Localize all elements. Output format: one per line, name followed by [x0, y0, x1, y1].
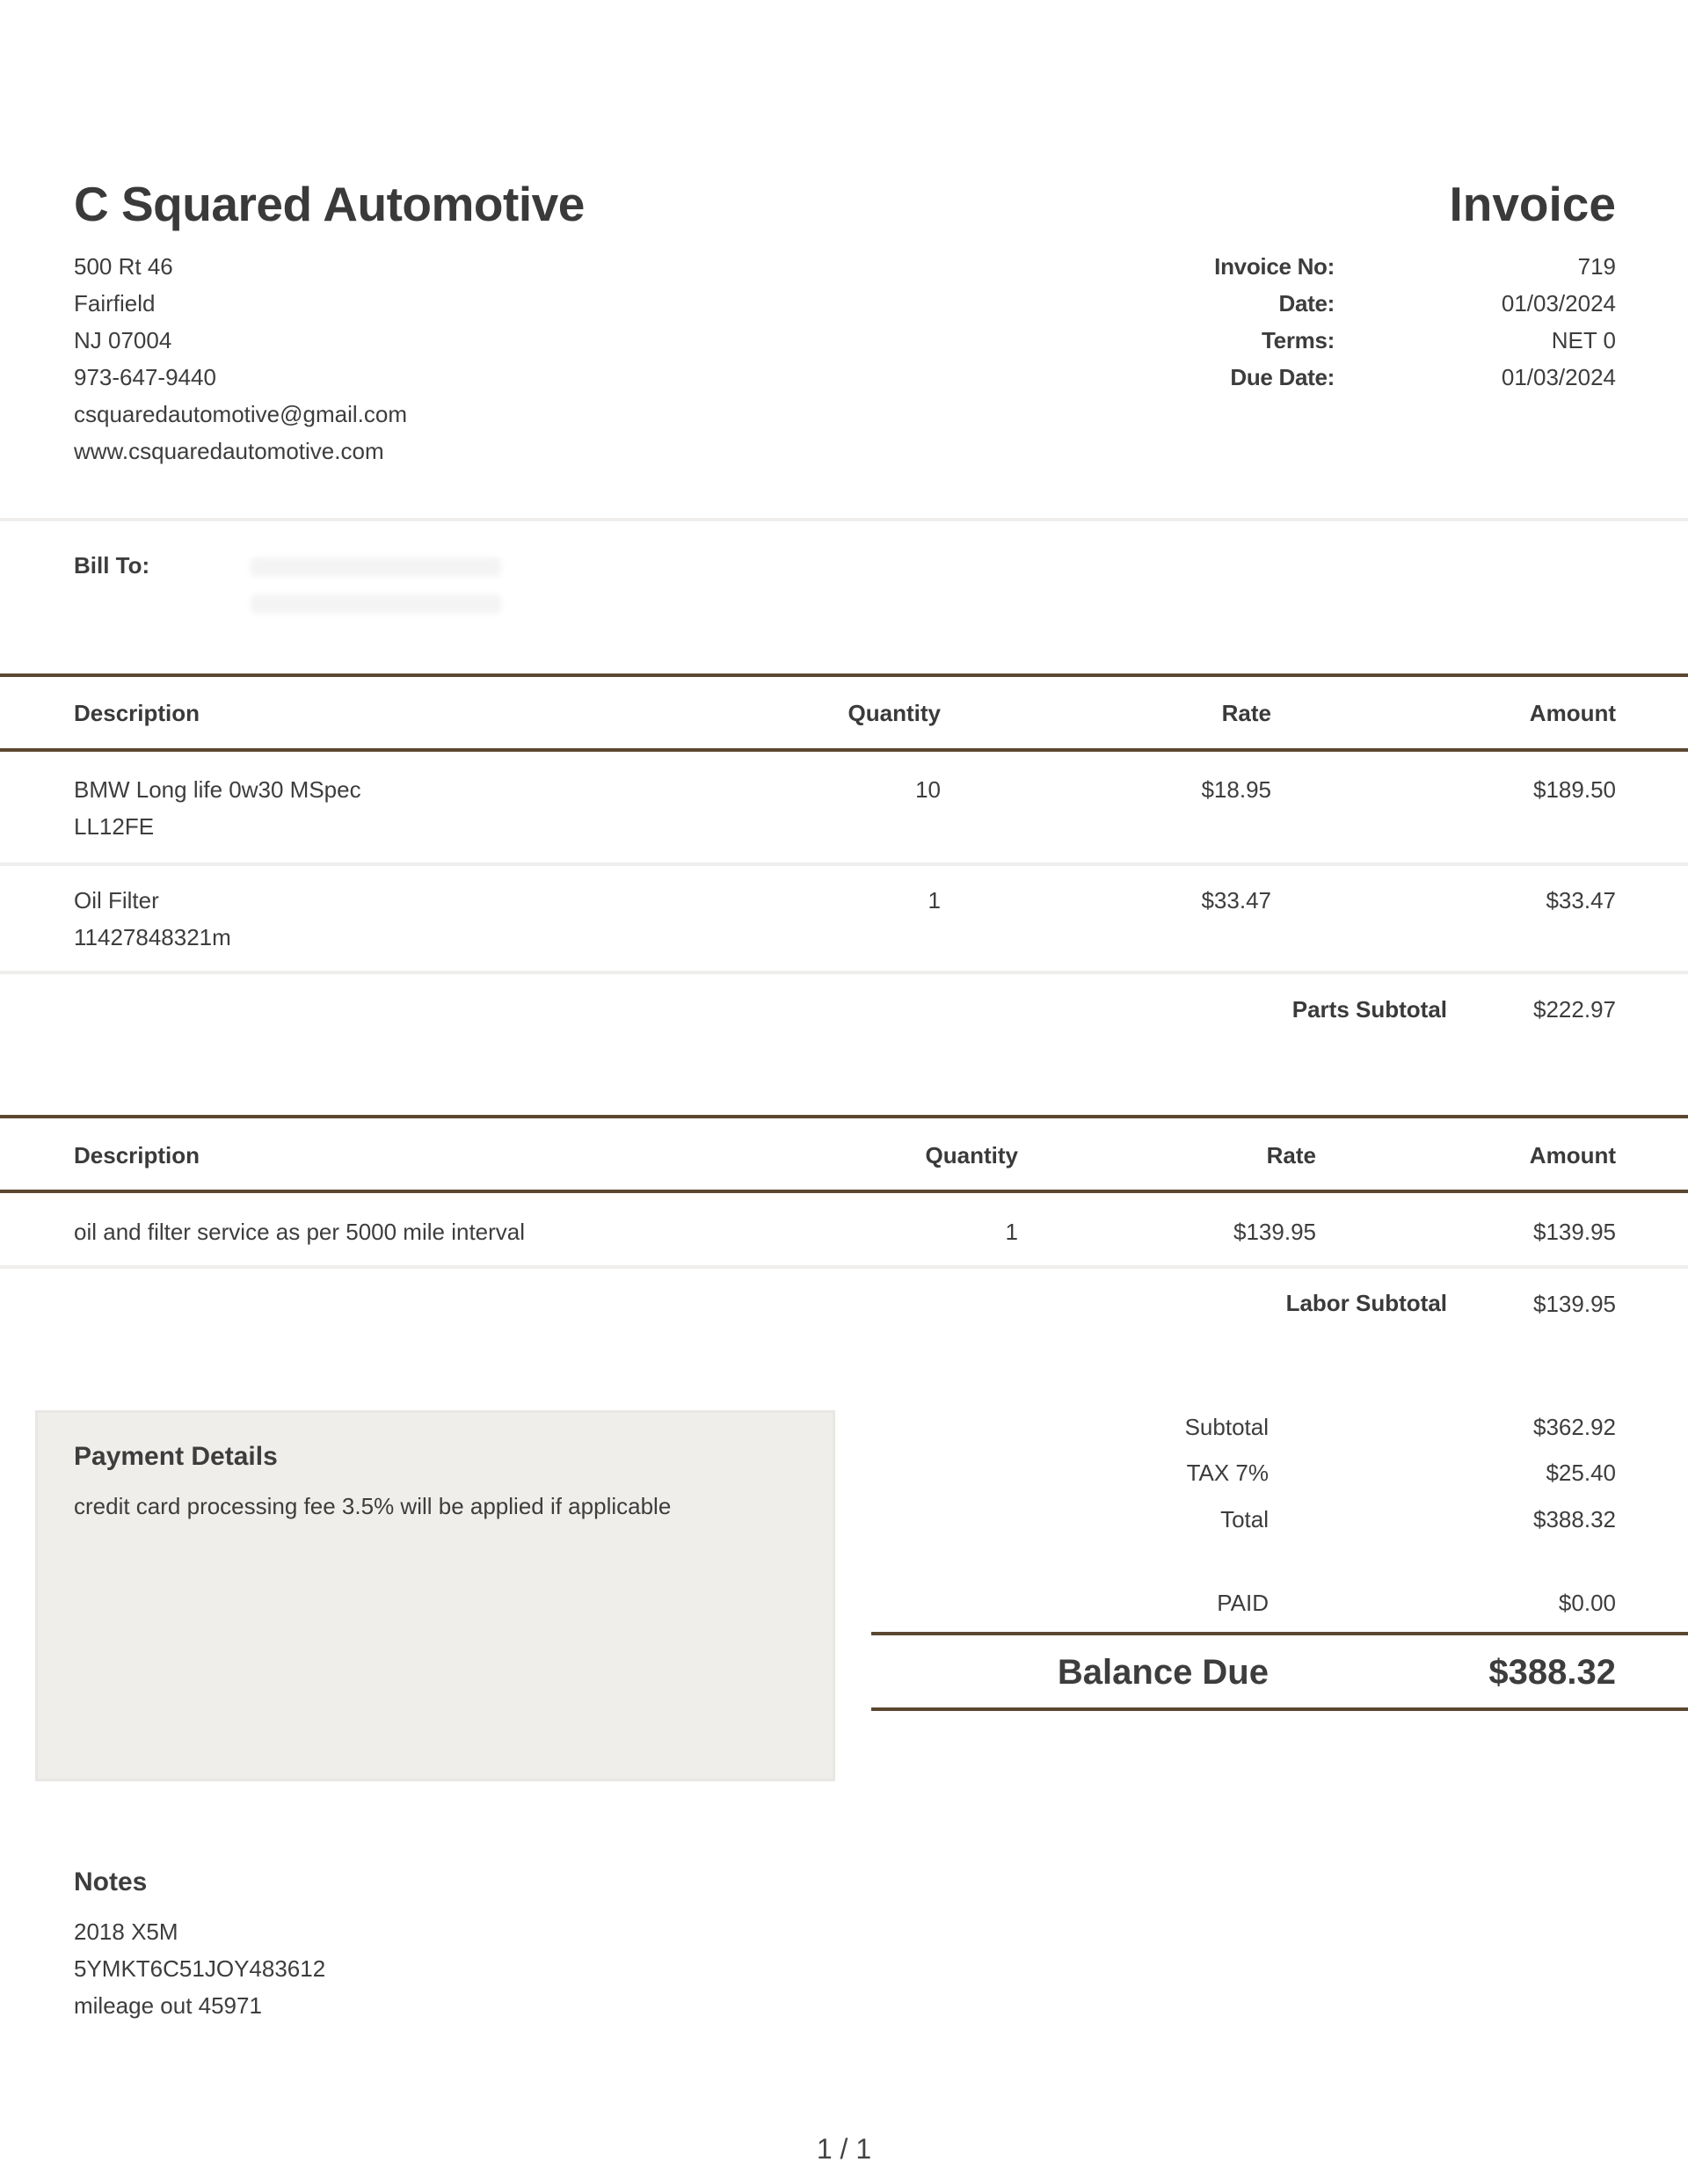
subtotal-label: Subtotal [1184, 1414, 1269, 1440]
invoice-date-row [1115, 285, 1616, 322]
invoice-meta [1115, 248, 1616, 396]
tax-value: $25.40 [1546, 1460, 1616, 1486]
company-email: csquaredautomotive@gmail.com [74, 401, 408, 427]
total-value: $388.32 [1533, 1506, 1616, 1532]
paid-value: $0.00 [1558, 1590, 1616, 1616]
table-row [74, 882, 231, 956]
invoice-terms-row [1115, 322, 1616, 359]
table-top-rule [0, 673, 1688, 677]
invoice-date-value: 01/03/2024 [1501, 290, 1616, 317]
item-amount: $139.95 [1533, 1219, 1616, 1245]
redacted-address [251, 594, 501, 614]
invoice-number-label: Invoice No: [1214, 253, 1335, 280]
parts-header-description: Description [74, 700, 200, 726]
table-row [74, 771, 361, 845]
item-amount: $189.50 [1533, 776, 1616, 803]
company-address [74, 248, 407, 470]
total-label: Total [1220, 1506, 1269, 1532]
parts-header-rate: Rate [1221, 700, 1271, 726]
address-line: 500 Rt 46 [74, 253, 173, 280]
item-rate: $33.47 [1201, 887, 1271, 914]
item-quantity: 10 [915, 776, 941, 803]
table-header-rule [0, 1190, 1688, 1193]
notes-line: 5YMKT6C51JOY483612 [74, 1955, 326, 1982]
invoice-title: Invoice [1449, 177, 1616, 231]
tax-label: TAX 7% [1186, 1460, 1269, 1486]
row-divider [0, 1265, 1688, 1269]
payment-details-text: credit card processing fee 3.5% will be applied if applicable [74, 1493, 672, 1519]
item-description: BMW Long life 0w30 MSpec [74, 776, 361, 803]
item-description: Oil Filter [74, 887, 159, 914]
labor-header-rate: Rate [1266, 1142, 1316, 1168]
parts-header-amount: Amount [1529, 700, 1616, 726]
parts-subtotal-label: Parts Subtotal [1291, 996, 1447, 1023]
labor-header-amount: Amount [1529, 1142, 1616, 1168]
labor-header-quantity: Quantity [925, 1142, 1018, 1168]
notes-body [74, 1913, 325, 2024]
redacted-address [251, 557, 501, 577]
company-name: C Squared Automotive [74, 177, 585, 231]
labor-subtotal-label: Labor Subtotal [1285, 1290, 1447, 1316]
parts-subtotal-value: $222.97 [1533, 996, 1616, 1023]
balance-due-label: Balance Due [1057, 1653, 1269, 1692]
item-rate: $139.95 [1233, 1219, 1316, 1245]
subtotal-value: $362.92 [1533, 1414, 1616, 1440]
payment-details-title: Payment Details [74, 1442, 278, 1471]
item-quantity: 1 [928, 887, 941, 914]
table-top-rule [0, 1115, 1688, 1118]
balance-top-rule [871, 1632, 1688, 1635]
balance-due-value: $388.32 [1488, 1653, 1616, 1692]
item-description: oil and filter service as per 5000 mile interval [74, 1219, 526, 1245]
notes-line: mileage out 45971 [74, 1992, 262, 2019]
item-code: LL12FE [74, 813, 155, 840]
invoice-date-label: Date: [1278, 290, 1335, 317]
address-line: Fairfield [74, 290, 156, 317]
table-header-rule [0, 748, 1688, 752]
divider [0, 518, 1688, 521]
company-phone: 973-647-9440 [74, 364, 216, 390]
address-line: NJ 07004 [74, 327, 172, 353]
labor-subtotal-value: $139.95 [1533, 1291, 1616, 1317]
page-number: 1 / 1 [816, 2133, 872, 2165]
item-rate: $18.95 [1201, 776, 1271, 803]
parts-header-quantity: Quantity [848, 700, 941, 726]
invoice-number-row [1115, 248, 1616, 285]
invoice-terms-label: Terms: [1262, 327, 1335, 353]
item-code: 11427848321m [74, 924, 231, 950]
paid-label: PAID [1217, 1590, 1269, 1616]
notes-title: Notes [74, 1867, 148, 1896]
invoice-due-date-row [1115, 359, 1616, 396]
labor-header-description: Description [74, 1142, 200, 1168]
company-website: www.csquaredautomotive.com [74, 438, 384, 464]
row-divider [0, 863, 1688, 866]
table-row [74, 1213, 525, 1250]
invoice-number-value: 719 [1577, 253, 1616, 280]
invoice-due-date-label: Due Date: [1230, 364, 1335, 390]
item-amount: $33.47 [1546, 887, 1616, 914]
item-quantity: 1 [1005, 1219, 1018, 1245]
notes-line: 2018 X5M [74, 1918, 178, 1945]
balance-bottom-rule [871, 1707, 1688, 1711]
bill-to-label: Bill To: [74, 552, 150, 579]
invoice-due-date-value: 01/03/2024 [1501, 364, 1616, 390]
invoice-terms-value: NET 0 [1551, 327, 1616, 353]
row-divider [0, 971, 1688, 974]
